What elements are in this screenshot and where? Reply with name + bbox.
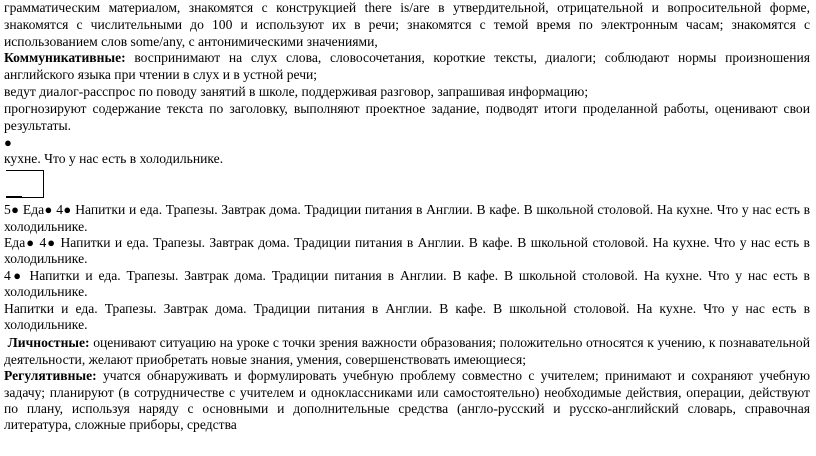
bullet-icon: ● <box>10 267 24 283</box>
number-label: 4 <box>52 202 64 218</box>
number-label: 4 <box>4 267 11 283</box>
text-regulatory: учатся обнаруживать и формулировать учебную проблему совместно с учителем; принимают и сохраняют учебную задачу; планируют (в сотрудничестве с учителем и одноклассниками или самостоятельно) необходимые действия, операции, действуют по плану, используя наряду с основными и дополнительные средства (англо-русский и русско-английский словарь, справочная литература, сложные приборы, средства <box>4 368 810 433</box>
empty-table-cell <box>6 170 44 198</box>
paragraph-personal <box>4 335 810 368</box>
food-text: Напитки и еда. Трапезы. Завтрак дома. Традиции питания в Англии. В кафе. В школьной столовой. На кухне. Что у нас есть в холодильнике. <box>4 202 810 234</box>
bullet-icon: ● <box>63 202 72 218</box>
paragraph-predict: прогнозируют содержание текста по заголовку, выполняют проектное задание, подводят итоги проделанной работы, оценивают свои результаты. <box>4 100 810 133</box>
paragraph-regulatory <box>4 368 810 434</box>
food-text: Напитки и еда. Трапезы. Завтрак дома. Традиции питания в Англии. В кафе. В школьной столовой. На кухне. Что у нас есть в холодильнике. <box>4 234 810 267</box>
empty-box-row <box>4 168 810 202</box>
label-personal: Личностные: <box>7 335 90 351</box>
underline-mark <box>6 196 22 198</box>
bullet-icon: ● <box>10 202 20 218</box>
label-communicative: Коммуникативные: <box>4 50 126 66</box>
number-prefix: 5 <box>4 202 11 218</box>
label-regulatory: Регулятивные: <box>4 368 97 384</box>
paragraph-grammar: грамматическим материалом, знакомятся с конструкцией there is/are в утвердительной, отрицательной и вопросительной форме, знакомятся с числительными до 100 и используют их в речи; знакомятся с темой время по электронным часам; знакомятся с использованием слов some/any, с антонимическими значениями, <box>4 0 810 49</box>
bullet-icon: ● <box>4 135 12 151</box>
text-personal: оценивают ситуацию на уроке с точки зрения важности образования; положительно относятся к учению, к познавательной деятельности, желают приобретать новые знания, умения, совершенствовать имеющиеся; <box>4 335 810 367</box>
bullet-icon: ● <box>44 202 53 218</box>
bullet-icon: ● <box>25 234 36 250</box>
word-food: Еда <box>19 202 45 218</box>
word-food: Еда <box>4 234 26 250</box>
paragraph-dialogue: ведут диалог-расспрос по поводу занятий в школе, поддерживая разговор, запрашивая информацию; <box>4 83 589 99</box>
number-label: 4 <box>35 234 47 250</box>
bullet-line <box>4 134 810 151</box>
paragraph-food-4: Напитки и еда. Трапезы. Завтрак дома. Традиции питания в Англии. В кафе. В школьной столовой. На кухне. Что у нас есть в холодильнике. <box>4 300 810 333</box>
food-text: Напитки и еда. Трапезы. Завтрак дома. Традиции питания в Англии. В кафе. В школьной столовой. На кухне. Что у нас есть в холодильнике. <box>4 267 810 300</box>
paragraph-kitchen: кухне. Что у нас есть в холодильнике. <box>4 151 224 167</box>
paragraph-communicative <box>4 50 810 84</box>
paragraph-food-1 <box>4 202 810 235</box>
paragraph-food-2 <box>4 235 810 268</box>
text-communicative: воспринимают на слух слова, словосочетания, короткие тексты, диалоги; соблюдают нормы произношения английского языка при чтении в слух и в устной речи; <box>4 50 810 83</box>
bullet-icon: ● <box>46 234 57 250</box>
paragraph-food-3 <box>4 268 810 301</box>
